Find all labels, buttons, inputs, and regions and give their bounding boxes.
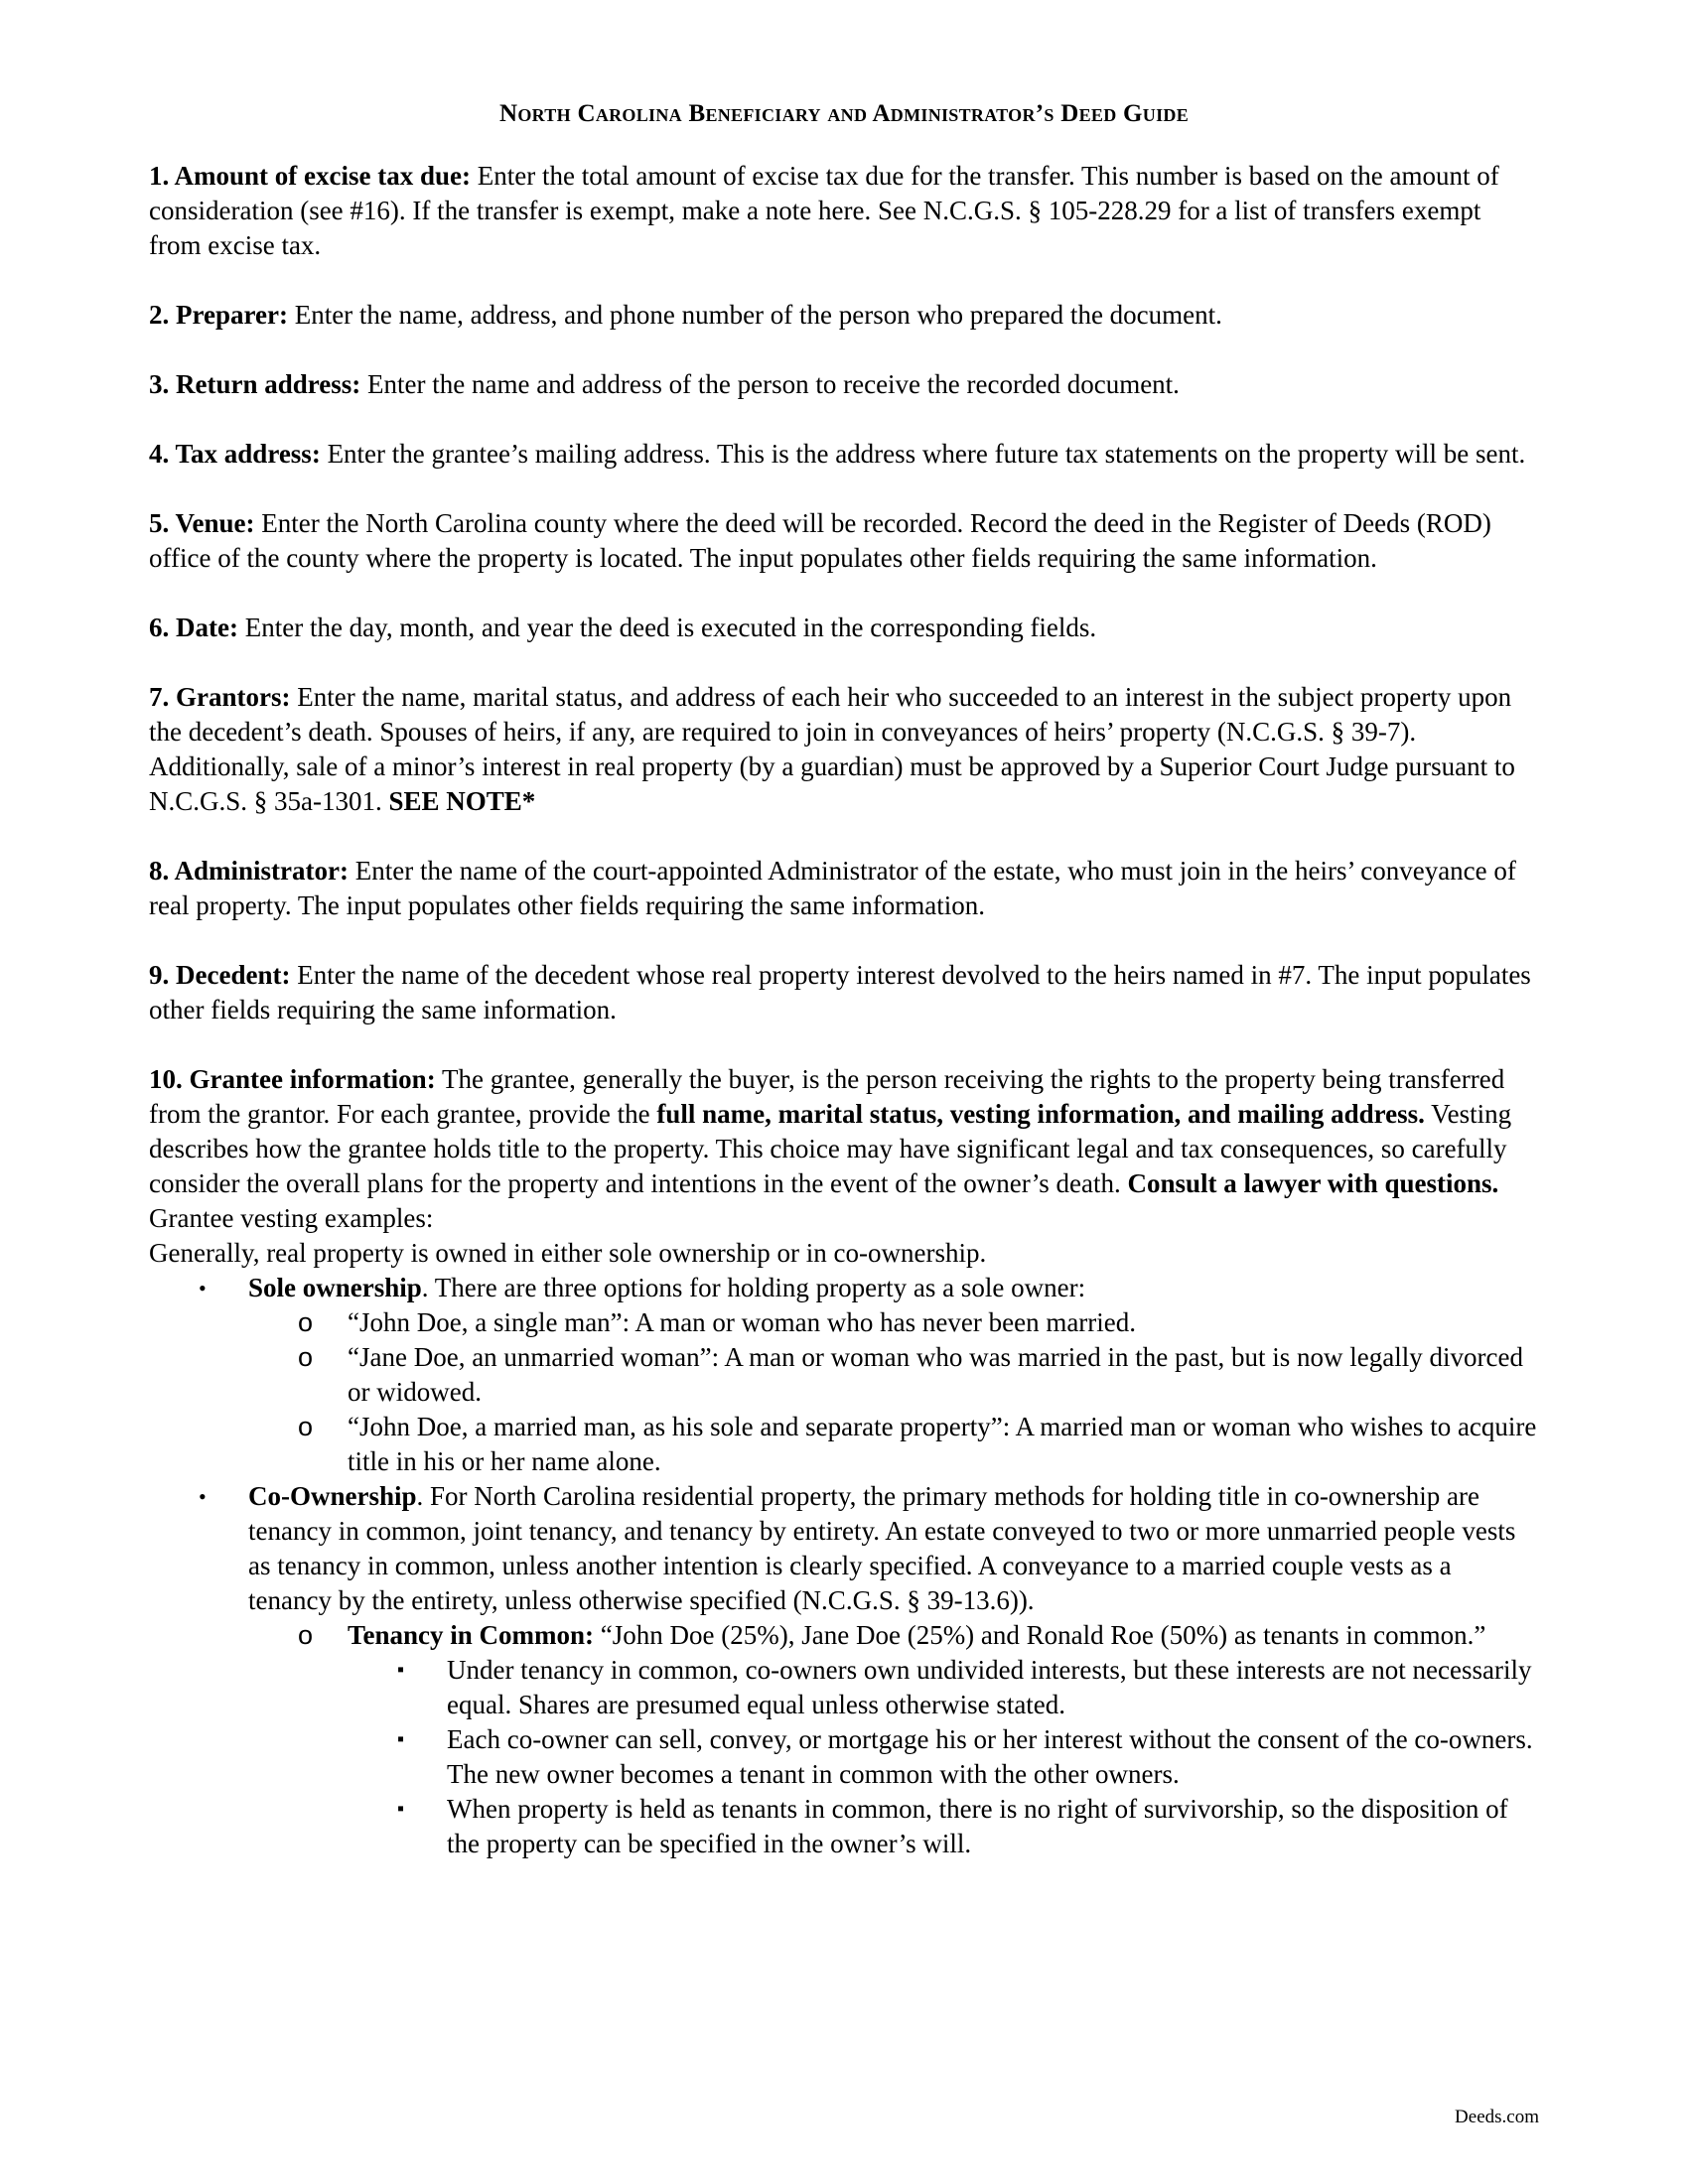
- footer-brand: Deeds.com: [1455, 2107, 1539, 2127]
- item-label: 4. Tax address:: [149, 439, 321, 469]
- list-item-tenancy-in-common: [248, 1618, 1539, 1861]
- circle-bullet-icon: o: [298, 1412, 314, 1441]
- item-text: Enter the grantee’s mailing address. This is the address where future tax statements on the property will be sent.: [320, 439, 1526, 469]
- circle-bullet-icon: o: [298, 1307, 314, 1337]
- item-label: 10. Grantee information:: [149, 1064, 436, 1094]
- item-label: 1. Amount of excise tax due:: [149, 161, 471, 191]
- co-ownership-label: Co-Ownership: [248, 1481, 417, 1511]
- square-bullet-icon: ▪: [397, 1659, 405, 1681]
- square-bullet-icon: ▪: [397, 1728, 405, 1750]
- tenancy-in-common-points: [348, 1653, 1539, 1861]
- see-note: SEE NOTE*: [388, 786, 536, 816]
- item-preparer: [149, 298, 1539, 333]
- item-text: Enter the name of the court-appointed Administrator of the estate, who must join in the heirs’ conveyance of real property. The input populates other fields requiring the same information.: [149, 856, 1516, 920]
- item-label: 2. Preparer:: [149, 300, 288, 330]
- list-item: [248, 1305, 1539, 1340]
- item-venue: [149, 506, 1539, 576]
- item-text: The grantee, generally the buyer, is the person receiving the rights to the property being transferred from the grantor. For each grantee, provide the: [149, 1064, 1505, 1129]
- item-decedent: [149, 958, 1539, 1027]
- item-return-address: [149, 367, 1539, 402]
- document-page: [149, 99, 1539, 1861]
- list-item-text: “John Doe, a single man”: A man or woman who has never been married.: [348, 1307, 1137, 1337]
- sole-ownership-label: Sole ownership: [248, 1273, 422, 1302]
- list-item: [348, 1722, 1539, 1792]
- item-label: 7. Grantors:: [149, 682, 291, 712]
- item-grantors: [149, 680, 1539, 819]
- list-item-text: “Jane Doe, an unmarried woman”: A man or woman who was married in the past, but is now legally divorced or widowed.: [348, 1342, 1523, 1407]
- item-text: Enter the day, month, and year the deed is executed in the corresponding fields.: [237, 613, 1097, 642]
- list-item: [248, 1340, 1539, 1410]
- item-text: Enter the name and address of the person to receive the recorded document.: [360, 369, 1180, 399]
- item-text: Enter the total amount of excise tax due for the transfer. This number is based on the amount of consideration (see #16). If the transfer is exempt, make a note here. See N.C.G.S. § 105-228.29 for a list of transfers exempt from excise tax.: [149, 161, 1499, 260]
- tenancy-in-common-label: Tenancy in Common:: [348, 1620, 595, 1650]
- item-text: Enter the name, marital status, and address of each heir who succeeded to an interest in the subject property upon the decedent’s death. Spouses of heirs, if any, are required to join in conveyances of heirs’ property (N.C.G.S. § 39-7). Additionally, sale of a minor’s interest in real property (by a guardian) must be approved by a Superior Court Judge pursuant to N.C.G.S. § 35a-1301.: [149, 682, 1515, 816]
- item-bold: full name, marital status, vesting information, and mailing address.: [656, 1099, 1425, 1129]
- bullet-icon: •: [199, 1484, 207, 1509]
- item-label: 8. Administrator:: [149, 856, 349, 886]
- sole-ownership-options: [248, 1305, 1539, 1479]
- vesting-examples-heading: Grantee vesting examples:: [149, 1203, 434, 1233]
- list-item-text: Each co-owner can sell, convey, or mortgage his or her interest without the consent of the co-owners. The new owner becomes a tenant in common with the other owners.: [447, 1724, 1533, 1789]
- item-text: Enter the North Carolina county where the deed will be recorded. Record the deed in the Register of Deeds (ROD) office of the county where the property is located. The input populates other fields requiring the same information.: [149, 508, 1491, 573]
- sole-ownership-text: . There are three options for holding property as a sole owner:: [421, 1273, 1086, 1302]
- list-item: [248, 1410, 1539, 1479]
- item-label: 3. Return address:: [149, 369, 361, 399]
- item-label: 9. Decedent:: [149, 960, 291, 990]
- ownership-list: [149, 1271, 1539, 1861]
- consult-lawyer: Consult a lawyer with questions.: [1127, 1168, 1499, 1198]
- list-item-co-ownership: [149, 1479, 1539, 1861]
- item-date: [149, 611, 1539, 645]
- item-grantee-information: [149, 1062, 1539, 1201]
- list-item-text: “John Doe, a married man, as his sole and separate property”: A married man or woman who wishes to acquire title in his or her name alone.: [348, 1412, 1537, 1476]
- circle-bullet-icon: o: [298, 1342, 314, 1372]
- document-title: North Carolina Beneficiary and Administrator’s Deed Guide: [498, 100, 1190, 127]
- item-tax-address: [149, 437, 1539, 472]
- co-ownership-text: . For North Carolina residential property, the primary methods for holding title in co-ownership are tenancy in common, joint tenancy, and tenancy by entirety. An estate conveyed to two or more unmarried people vests as tenancy in common, unless another intention is clearly specified. A conveyance to a married couple vests as a tenancy by the entirety, unless otherwise specified (N.C.G.S. § 39-13.6)).: [248, 1481, 1516, 1615]
- list-item: [348, 1792, 1539, 1861]
- item-administrator: [149, 854, 1539, 923]
- list-item: [348, 1653, 1539, 1722]
- ownership-intro: Generally, real property is owned in either sole ownership or in co-ownership.: [149, 1238, 987, 1268]
- list-item-text: When property is held as tenants in common, there is no right of survivorship, so the disposition of the property can be specified in the owner’s will.: [447, 1794, 1508, 1858]
- bullet-icon: •: [199, 1276, 207, 1300]
- list-item-text: Under tenancy in common, co-owners own undivided interests, but these interests are not necessarily equal. Shares are presumed equal unless otherwise stated.: [447, 1655, 1532, 1719]
- item-label: 6. Date:: [149, 613, 238, 642]
- item-excise-tax: [149, 159, 1539, 263]
- item-label: 5. Venue:: [149, 508, 255, 538]
- co-ownership-options: [248, 1618, 1539, 1861]
- list-item-sole-ownership: [149, 1271, 1539, 1479]
- item-text: Enter the name of the decedent whose real property interest devolved to the heirs named in #7. The input populates other fields requiring the same information.: [149, 960, 1531, 1024]
- item-text: Vesting describes how the grantee holds title to the property. This choice may have significant legal and tax consequences, so carefully consider the overall plans for the property and intentions in the event of the owner’s death.: [149, 1099, 1512, 1198]
- circle-bullet-icon: o: [298, 1620, 314, 1650]
- square-bullet-icon: ▪: [397, 1798, 405, 1820]
- item-text: Enter the name, address, and phone number of the person who prepared the document.: [287, 300, 1222, 330]
- tenancy-in-common-text: “John Doe (25%), Jane Doe (25%) and Ronald Roe (50%) as tenants in common.”: [594, 1620, 1486, 1650]
